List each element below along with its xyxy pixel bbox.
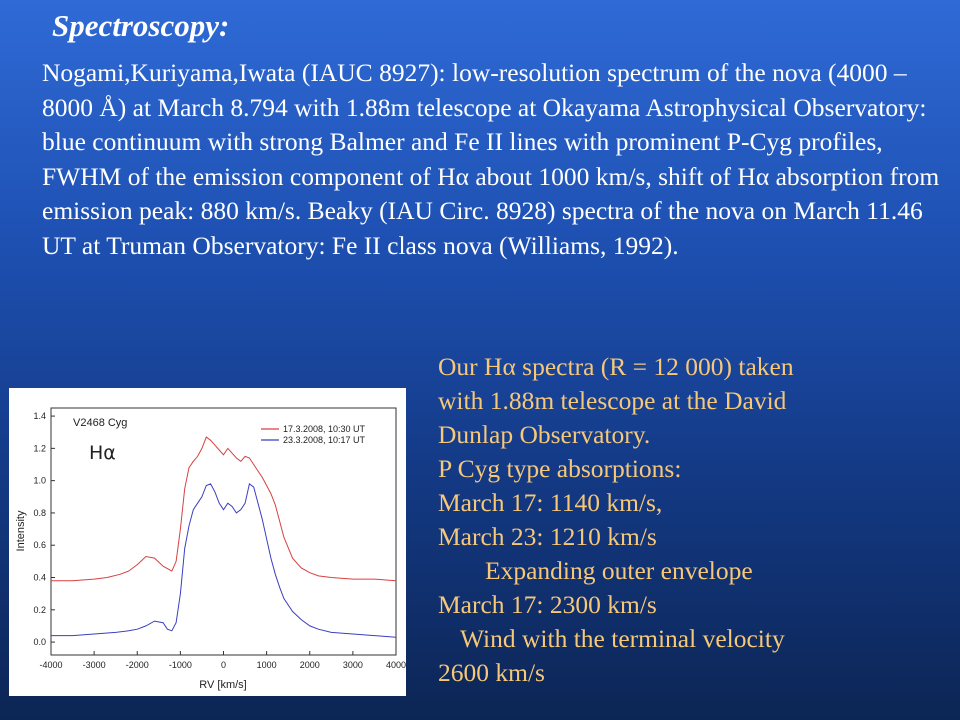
x-tick-label: 1000 [256, 660, 277, 670]
slide-title: Spectroscopy: [52, 8, 230, 43]
spectrum-figure [9, 388, 406, 696]
chart-annotation: Hα [89, 442, 116, 464]
legend-label: 17.3.2008, 10:30 UT [283, 424, 366, 434]
side-line: Dunlap Observatory. [438, 420, 651, 449]
x-tick-label: -2000 [125, 660, 149, 670]
x-tick-label: -1000 [168, 660, 192, 670]
side-line: March 17: 2300 km/s [438, 590, 657, 619]
chart-title: V2468 Cyg [73, 417, 128, 429]
side-line: Wind with the terminal velocity [460, 624, 785, 653]
side-line: Our Hα spectra (R = 12 000) taken [438, 352, 794, 381]
y-tick-label: 0.4 [33, 572, 46, 583]
y-tick-label: 0.0 [33, 637, 46, 648]
side-line: with 1.88m telescope at the David [438, 386, 787, 415]
x-tick-label: -3000 [82, 660, 106, 670]
x-tick-label: 4000 [385, 660, 406, 670]
spectrum-chart [9, 388, 406, 696]
y-axis-label: Intensity [15, 510, 27, 552]
y-tick-label: 0.8 [33, 507, 46, 518]
x-tick-label: 0 [220, 660, 227, 670]
side-line: March 23: 1210 km/s [438, 522, 657, 551]
side-line: Expanding outer envelope [485, 556, 753, 585]
x-tick-label: 2000 [299, 660, 320, 670]
x-tick-label: 3000 [342, 660, 363, 670]
y-tick-label: 0.2 [33, 604, 46, 615]
side-line: 2600 km/s [438, 658, 545, 687]
x-tick-label: -4000 [39, 660, 63, 670]
side-line: P Cyg type absorptions: [438, 454, 682, 483]
side-notes [438, 350, 958, 690]
side-line: March 17: 1140 km/s, [438, 488, 663, 517]
intro-paragraph: Nogami,Kuriyama,Iwata (IAUC 8927): low-resolution spectrum of the nova (4000 – 8000 Å) at March 8.794 with 1.88m telescope at Okayama Astrophysical Observatory: blue continuum with strong Balmer and Fe II lines with prominent P-Cyg profiles, FWHM of the emission component of Hα about 1000 km/s, shift of Hα absorption from emission peak: 880 km/s. Beaky (IAU Circ. 8928) spectra of the nova on March 11.46 UT at Truman Observatory: Fe II class nova (Williams, 1992). [42, 58, 940, 260]
x-axis-label: RV [km/s] [199, 679, 247, 691]
y-tick-label: 1.0 [33, 475, 46, 486]
y-tick-label: 1.4 [33, 411, 46, 422]
y-tick-label: 1.2 [33, 443, 46, 454]
y-tick-label: 0.6 [33, 540, 46, 551]
legend-label: 23.3.2008, 10:17 UT [283, 435, 366, 445]
